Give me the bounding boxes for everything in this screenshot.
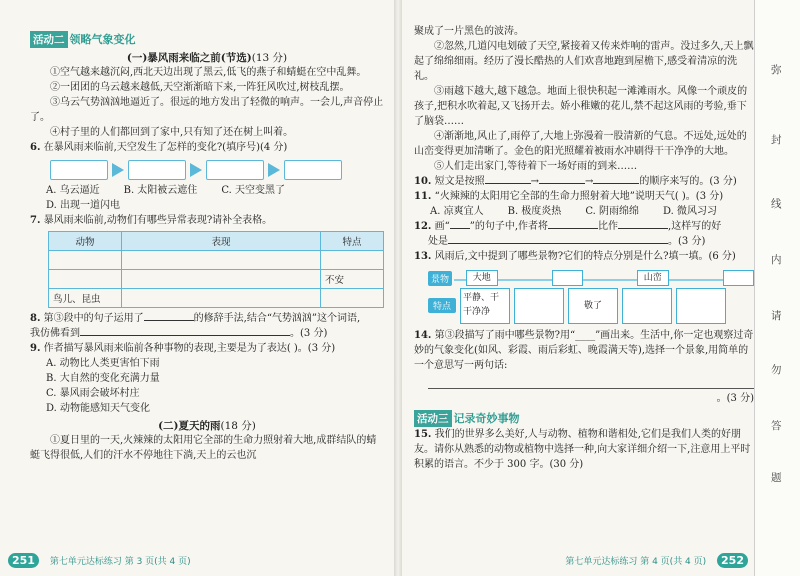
passage2-para-4: ④渐渐地,风止了,雨停了,大地上弥漫着一股清新的气息。不远处,远处的山峦变得更加清晰了。金色的阳光照耀着被雨水冲刷得干干净净的大地。 <box>414 131 747 157</box>
q7-text: 暴风雨来临前,动物们有哪些异常表现?请补全表格。 <box>43 215 273 226</box>
q8-blank-1[interactable] <box>144 320 194 321</box>
q6-option-d: D. 出现一道闪电 <box>46 200 121 211</box>
q6-sequence-boxes <box>50 160 384 180</box>
feature-box[interactable] <box>514 288 564 324</box>
q7-number: 7. <box>30 215 41 226</box>
passage1-para-1: ①空气越来越沉闷,西北天边出现了黑云,低飞的燕子和蜻蜓在空中乱舞。 <box>50 67 367 78</box>
q6-text: 在暴风雨来临前,天空发生了怎样的变化?(填序号)(4 分) <box>43 142 288 153</box>
q11-option-d: D. 微风习习 <box>662 206 717 217</box>
q8-text-a: 第③段中的句子运用了 <box>43 313 144 324</box>
table-cell[interactable] <box>321 289 384 308</box>
page-number: 252 <box>717 553 748 568</box>
right-footer <box>565 553 748 568</box>
footer-text: 第七单元达标练习 第 3 页(共 4 页) <box>49 557 191 567</box>
table-cell[interactable] <box>321 251 384 270</box>
table-cell[interactable] <box>49 270 122 289</box>
section1-points: (13 分) <box>251 52 288 64</box>
q9-number: 9. <box>30 343 41 354</box>
book-spine <box>394 0 402 576</box>
passage2-para-5: ⑤人们走出家门,等待着下一场好雨的到来…… <box>434 161 638 172</box>
seal-char: 线 <box>771 198 782 210</box>
question-12 <box>414 219 754 234</box>
seal-char: 勿 <box>771 364 782 376</box>
left-page <box>0 0 394 576</box>
seal-char: 内 <box>771 254 782 266</box>
q13-feature-row <box>428 288 754 324</box>
q13-text: 风雨后,文中提到了哪些景物?它们的特点分别是什么?填一填。(6 分) <box>434 251 736 262</box>
left-footer <box>8 553 191 568</box>
q6-answer-box-2[interactable] <box>128 160 186 180</box>
scene-label: 景物 <box>428 271 452 286</box>
passage1-para-4: ④村子里的人们都回到了家中,只有知了还在树上叫着。 <box>50 127 294 138</box>
table-cell: 鸟儿、昆虫 <box>49 289 122 308</box>
q9-option-b: B. 大自然的变化充满力量 <box>46 373 160 384</box>
question-10 <box>414 174 754 189</box>
seal-char: 弥 <box>771 64 782 76</box>
section2-title: (二)夏天的雨 <box>158 420 221 432</box>
arrow-right-icon <box>190 163 202 177</box>
scene-box[interactable] <box>723 270 755 286</box>
question-14 <box>414 328 754 373</box>
seal-char: 请 <box>771 310 782 322</box>
q8-text-c: 我仿佛看到 <box>30 328 80 339</box>
q7-table <box>48 231 384 308</box>
q6-option-c: C. 天空变黑了 <box>221 185 285 196</box>
feature-box[interactable] <box>676 288 726 324</box>
q11-option-b: B. 极度炎热 <box>507 206 562 217</box>
q14-number: 14. <box>414 330 432 341</box>
question-15 <box>414 427 754 472</box>
q6-answer-box-4[interactable] <box>284 160 342 180</box>
activity3-header <box>414 407 754 427</box>
q12-text-c: 比作 <box>598 221 619 232</box>
q6-option-a: A. 乌云逼近 <box>46 185 100 196</box>
table-header: 特点 <box>321 232 384 251</box>
table-cell[interactable] <box>49 251 122 270</box>
seal-line-margin <box>754 0 800 576</box>
q8-number: 8. <box>30 313 41 324</box>
question-13 <box>414 249 754 264</box>
page-number: 251 <box>8 553 39 568</box>
q12-points: 。(3 分) <box>668 236 706 247</box>
q15-text: 我们的世界多么美好,人与动物、植物和谐相处,它们是我们人类的好朋友。请你从熟悉的动物或植物中选择一种,向大家详细介绍一下,注意用上平时积累的语言。不少于 300 字。(30 分) <box>414 429 751 470</box>
table-header: 动物 <box>49 232 122 251</box>
q11-text: “火辣辣的太阳用它全部的生命力照射着大地”说明天气( )。(3 分) <box>434 191 724 202</box>
q10-number: 10. <box>414 176 432 187</box>
q10-text-a: 短文是按照 <box>434 176 485 187</box>
feature-box: 平静、干干净净 <box>460 288 510 324</box>
q12-blank-1[interactable] <box>548 228 598 229</box>
q6-option-b: B. 太阳被云遮住 <box>123 185 198 196</box>
table-cell[interactable] <box>122 289 321 308</box>
q9-option-a: A. 动物比人类更害怕下雨 <box>46 358 160 369</box>
q14-text: 第③段描写了雨中哪些景物?用“____”画出来。生活中,你一定也观察过奇妙的气象变化(如风、彩霞、雨后彩虹、晚霞满天等),选择一个景象,用简单的一个意思写一两句话: <box>414 330 754 371</box>
q12-text-d: ,这样写的好 <box>668 221 722 232</box>
q10-blank-3[interactable] <box>593 183 639 184</box>
q11-option-a: A. 凉爽宜人 <box>430 206 484 217</box>
timeline-line <box>454 279 754 281</box>
q13-number: 13. <box>414 251 432 262</box>
q10-text-b: 的顺序来写的。(3 分) <box>639 176 737 187</box>
arrow-right-icon <box>268 163 280 177</box>
passage2-para-2: ②忽然,几道闪电划破了天空,紧接着又传来炸响的雷声。没过多久,天上飘起了绵绵细雨。经历了漫长酷热的人们欢喜地跑到屋檐下,感受着清凉的洗礼。 <box>414 41 754 82</box>
q14-answer-line[interactable] <box>428 373 754 389</box>
arrow-right-icon: → <box>584 176 594 187</box>
question-12-cont <box>414 234 754 249</box>
q9-text: 作者描写暴风雨来临前各种事物的表现,主要是为了表达( )。(3 分) <box>43 343 336 354</box>
q11-options <box>430 204 754 219</box>
table-cell[interactable] <box>122 251 321 270</box>
q12-text-a: 画“ <box>434 221 450 232</box>
question-6 <box>30 140 384 155</box>
q10-blank-2[interactable] <box>539 183 585 184</box>
passage2-para-1: ①夏日里的一天,火辣辣的太阳用它全部的生命力照射着大地,成群结队的蜻蜓飞得很低,人们的汗水不停地往下淌,天上的云也沉 <box>30 435 377 461</box>
scene-box: 大地 <box>466 270 498 286</box>
activity-header <box>30 28 384 48</box>
activity-tag: 活动二 <box>30 31 68 48</box>
q12-number: 12. <box>414 221 432 232</box>
q8-text-b: 的修辞手法,结合“气势汹汹”这个词语, <box>193 313 361 324</box>
q6-answer-box-1[interactable] <box>50 160 108 180</box>
q9-options <box>46 356 384 416</box>
passage1 <box>30 65 384 140</box>
q12-blank-2[interactable] <box>618 228 668 229</box>
question-7 <box>30 213 384 228</box>
passage1-para-3: ③乌云气势汹汹地逼近了。很远的地方发出了轻微的响声。一会儿,声音停止了。 <box>30 97 384 123</box>
passage2-continued <box>414 24 754 174</box>
q12-text-b: ”的句子中,作者将 <box>469 221 549 232</box>
section1-title: (一)暴风雨来临之前(节选) <box>126 52 252 64</box>
seal-char: 封 <box>771 134 782 146</box>
section2-points: (18 分) <box>220 420 256 432</box>
feature-label: 特点 <box>428 298 456 313</box>
table-header-row <box>49 232 384 251</box>
arrow-right-icon <box>112 163 124 177</box>
footer-text: 第七单元达标练习 第 4 页(共 4 页) <box>565 557 707 567</box>
q11-number: 11. <box>414 191 432 202</box>
table-row <box>49 270 384 289</box>
section2-heading <box>30 418 384 433</box>
q8-blank-2[interactable] <box>80 335 290 336</box>
activity3-title: 记录奇妙事物 <box>453 412 520 425</box>
arrow-right-icon: → <box>530 176 539 187</box>
seal-char: 题 <box>771 472 782 484</box>
table-cell[interactable] <box>122 270 321 289</box>
q6-options <box>46 183 384 213</box>
feature-box[interactable] <box>622 288 672 324</box>
passage2-cont-line: 聚成了一片黑色的波涛。 <box>414 26 524 37</box>
table-cell: 不安 <box>321 270 384 289</box>
activity-title: 领略气象变化 <box>69 33 136 46</box>
q9-option-d: D. 动物能感知天气变化 <box>46 403 151 414</box>
q11-option-c: C. 阴雨绵绵 <box>585 206 639 217</box>
q10-blank-1[interactable] <box>485 183 531 184</box>
table-header: 表现 <box>122 232 321 251</box>
passage2-para-3: ③雨越下越大,越下越急。地面上很快积起一滩滩雨水。风像一个顽皮的孩子,把积水吹着起,又飞扬开去。娇小稚嫩的花儿,禁不起这风雨的考验,垂下了脑袋…… <box>414 86 748 127</box>
scene-box: 山峦 <box>637 270 669 286</box>
q9-option-c: C. 暴风雨会破坏村庄 <box>46 388 140 399</box>
q13-scene-ribbon <box>428 270 754 286</box>
q6-number: 6. <box>30 142 41 153</box>
scene-box[interactable] <box>552 270 584 286</box>
table-row <box>49 251 384 270</box>
activity3-tag: 活动三 <box>414 410 452 427</box>
table-row <box>49 289 384 308</box>
passage1-para-2: ②一团团的乌云越来越低,天空渐渐暗下来,一阵狂风吹过,树枝乱摆。 <box>50 82 350 93</box>
underline-sample <box>450 228 470 229</box>
q6-answer-box-3[interactable] <box>206 160 264 180</box>
q12-blank-3[interactable] <box>448 243 668 244</box>
seal-char: 答 <box>771 420 782 432</box>
question-9 <box>30 341 384 356</box>
q15-number: 15. <box>414 429 432 440</box>
section1-heading <box>30 50 384 65</box>
q8-points: 。(3 分) <box>290 328 328 339</box>
q14-points: 。(3 分) <box>716 393 754 404</box>
feature-box: 敬了 <box>568 288 618 324</box>
question-8 <box>30 311 384 326</box>
q12-text-e: 处是 <box>428 236 448 247</box>
right-page <box>402 0 754 576</box>
question-11 <box>414 189 754 204</box>
question-8-cont <box>30 326 384 341</box>
